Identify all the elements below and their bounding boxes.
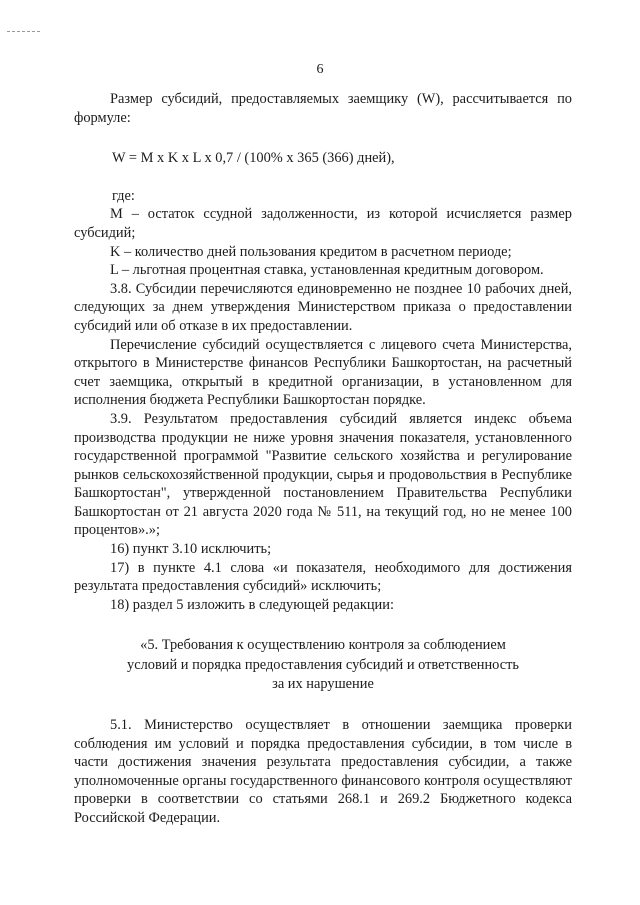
definition-l: L – льготная процентная ставка, установленная кредитным договором. (110, 262, 544, 279)
paragraph-5-1: 5.1. Министерство осуществляет в отношении заемщика проверки соблюдения им условий и порядка предоставления субсидии, в том числе в части достижения значения результата предоставления субсидии, а также уполномоченные органы государственного финансового контроля осуществляют проверки в соответствии со статьями 268.1 и 269.2 Бюджетного кодекса Российской Федерации. (74, 716, 572, 826)
paragraph-subsidy-size: Размер субсидий, предоставляемых заемщику (W), рассчитывается по формуле: (74, 91, 572, 126)
paragraph-3-9: 3.9. Результатом предоставления субсидий является индекс объема производства продукции не ниже уровня значения показателя, установленного государственной программой "Развитие сельского хозяйства и регулирование рынков сельскохозяйственной продукции, сырья и продовольствия в Республике Башкортостан", утвержденной постановлением Правительства Республики Башкортостан от 21 августа 2020 года № 511, на текущий год, но не менее 100 процентов».»; (74, 410, 572, 539)
list-item-17: 17) в пункте 4.1 слова «и показателя, необходимого для достижения результата предоставления субсидий» исключить; (74, 559, 572, 595)
definition-m: M – остаток ссудной задолженности, из которой исчисляется размер субсидий; (74, 206, 572, 241)
subsidy-formula: W = M x K x L x 0,7 / (100% x 365 (366) дней), (112, 150, 395, 167)
section-heading-line: условий и порядка предоставления субсидий и ответственность (127, 656, 519, 673)
page-number: 6 (316, 62, 324, 77)
paragraph-3-8: 3.8. Субсидии перечисляются единовременно не позднее 10 рабочих дней, следующих за днем утверждения Министерством приказа о предоставлении субсидий или об отказе в их предоставлении. (74, 280, 572, 334)
section-heading-line: за их нарушение (272, 676, 374, 693)
definition-k: K – количество дней пользования кредитом в расчетном периоде; (110, 243, 512, 260)
paragraph-transfer: Перечисление субсидий осуществляется с лицевого счета Министерства, открытого в Министерстве финансов Республики Башкортостан, на расчетный счет заемщика, открытый в кредитной организации, в установленном для исполнения бюджета Республики Башкортостан порядке. (74, 336, 572, 409)
list-item-18: 18) раздел 5 изложить в следующей редакции: (110, 596, 394, 613)
document-body (74, 90, 572, 828)
formula-where-label: где: (112, 187, 135, 204)
scan-corner-mark (7, 31, 40, 34)
section-heading-line: «5. Требования к осуществлению контроля за соблюдением (140, 637, 506, 654)
list-item-16: 16) пункт 3.10 исключить; (110, 541, 272, 558)
section-5-heading (74, 636, 572, 695)
